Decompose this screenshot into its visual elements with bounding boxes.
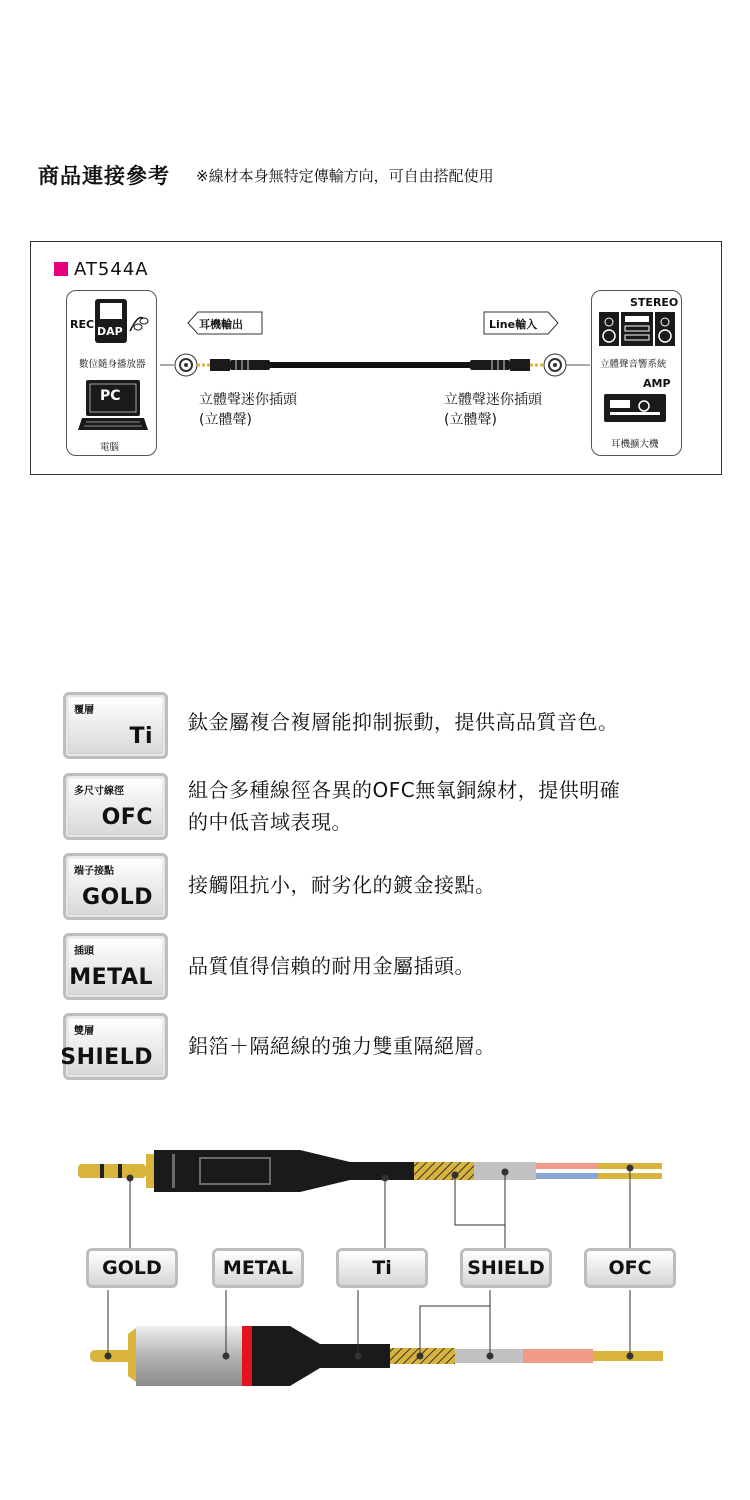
left-plug-sub: (立體聲) [199,412,252,428]
mini-plug-cable [78,1150,662,1192]
ofc-badge-label: OFC [101,805,153,830]
pc-caption: 電腦 [100,442,120,453]
shield-badge-caption: 雙層 [74,1026,94,1037]
shield-callout: SHIELD [460,1248,552,1288]
shield-description: 鋁箔＋隔絕線的強力雙重隔絕層。 [188,1034,496,1058]
stereo-label: STEREO [630,296,679,309]
rca-plug-cable [90,1326,663,1386]
right-plug-type: 立體聲迷你插頭 [444,392,542,408]
metal-badge-caption: 插頭 [74,946,94,957]
line-input-label: Line輸入 [489,318,538,331]
dap-text: DAP [97,325,123,338]
metal-badge [63,933,168,1000]
stereo-cable-diagram [160,345,590,385]
gold-badge-caption: 端子接點 [74,866,114,877]
page-title: 商品連接參考 [38,164,170,188]
gold-callout: GOLD [86,1248,178,1288]
amp-label: AMP [643,377,671,390]
gold-badge [63,853,168,920]
left-plug-type: 立體聲迷你插頭 [199,392,297,408]
amp-caption: 耳機擴大機 [611,439,659,450]
stereo-system-icon [597,310,677,348]
stereo-caption: 立體聲音響系統 [600,359,667,370]
metal-callout: METAL [212,1248,304,1288]
pc-icon [78,378,148,434]
dap-icon [92,297,152,347]
model-name: AT544A [74,259,149,280]
pc-text: PC [100,388,121,404]
ti-badge-caption: 覆層 [74,705,94,716]
gold-badge-label: GOLD [81,885,153,910]
ti-badge-label: Ti [129,724,153,749]
ti-badge [63,692,168,759]
ofc-badge [63,773,168,840]
ti-callout: Ti [336,1248,428,1288]
ofc-callout: OFC [584,1248,676,1288]
right-plug-sub: (立體聲) [444,412,497,428]
amplifier-icon [602,392,668,426]
shield-badge [60,1013,168,1080]
headphone-output-label: 耳機輸出 [199,318,243,331]
ofc-badge-caption: 多尺寸線徑 [74,786,124,797]
ofc-description [188,774,688,838]
rec-label: REC [70,318,95,331]
ofc-description-line2: 的中低音域表現。 [188,810,352,834]
ofc-description-line1: 組合多種線徑各異的OFC無氧銅線材，提供明確 [188,778,621,802]
model-marker-icon [54,262,68,276]
gold-description: 接觸阻抗小，耐劣化的鍍金接點。 [188,873,496,897]
metal-description: 品質值得信賴的耐用金屬插頭。 [188,954,475,978]
ti-description: 鈦金屬複合複層能抑制振動，提供高品質音色。 [188,710,619,734]
dap-caption: 數位隨身播放器 [79,359,146,370]
direction-note: ※線材本身無特定傳輸方向，可自由搭配使用 [196,167,494,185]
metal-badge-label: METAL [69,965,153,990]
shield-badge-label: SHIELD [60,1045,153,1070]
